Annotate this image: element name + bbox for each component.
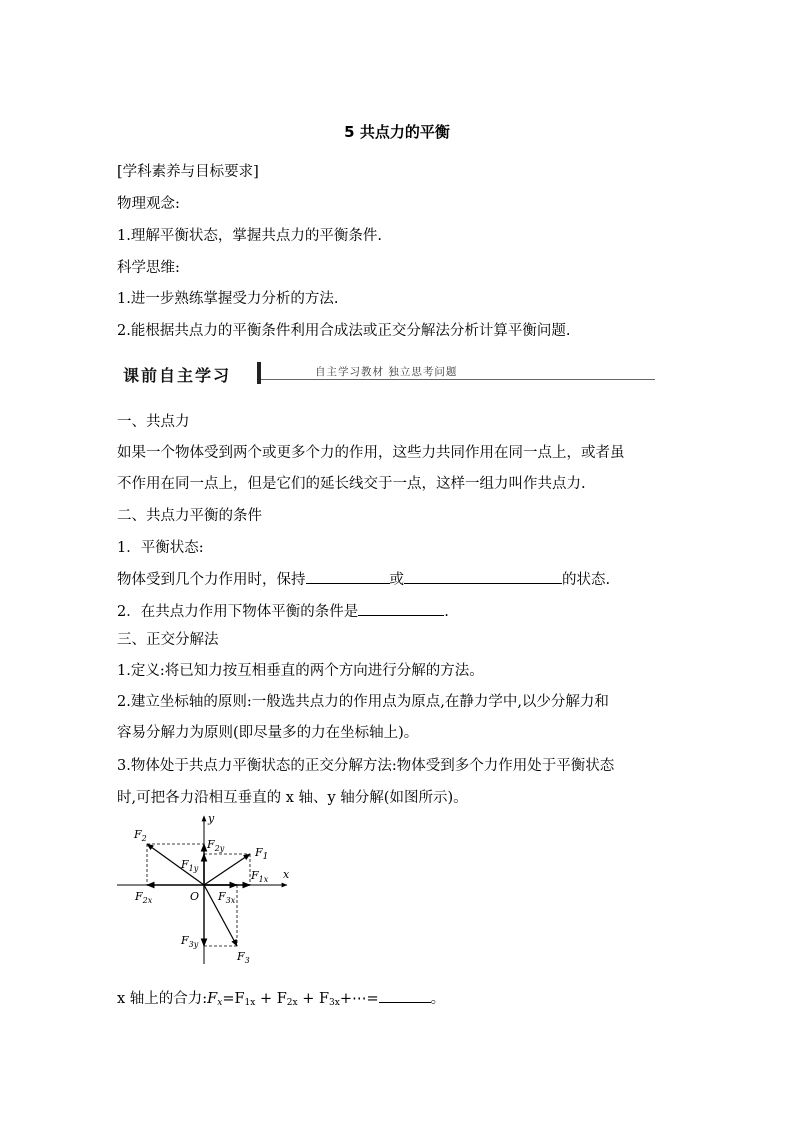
item1-text-b: 或 xyxy=(389,572,404,588)
origin-label: O xyxy=(190,890,200,903)
f2-label: $F_2$ xyxy=(134,828,147,843)
formula-tail: +⋯= xyxy=(339,991,379,1007)
section3-line-2: 2.建立坐标轴的原则:一般选共点力的作用点为原点,在静力学中,以少分解力和 xyxy=(117,694,609,710)
section-banner xyxy=(117,360,657,386)
section1-line-2: 不作用在同一点上，但是它们的延长线交于一点，这样一组力叫作共点力. xyxy=(117,476,586,492)
section2-item2 xyxy=(117,601,449,621)
banner-divider-bar xyxy=(257,362,261,384)
formula-fx-sub: x xyxy=(217,998,223,1008)
formula-prefix: x 轴上的合力: xyxy=(117,991,208,1007)
section3-line-3: 容易分解力为原则(即尽量多的力在坐标轴上)。 xyxy=(117,725,419,741)
section1-heading: 一、共点力 xyxy=(117,414,190,430)
concept-label: 物理观念: xyxy=(117,196,180,212)
item2-text-a: 2．在共点力作用下物体平衡的条件是 xyxy=(117,604,359,620)
item1-text-c: 的状态. xyxy=(562,572,611,588)
thinking-item-1: 1.进一步熟练掌握受力分析的方法. xyxy=(117,291,339,307)
requirements-heading: [学科素养与目标要求] xyxy=(117,164,259,180)
section3-line-5: 时,可把各力沿相互垂直的 x 轴、y 轴分解(如图所示)。 xyxy=(117,790,468,806)
f1y-label: $F_{1y}$ xyxy=(181,858,199,873)
concept-item: 1.理解平衡状态，掌握共点力的平衡条件. xyxy=(117,228,382,244)
section3-heading: 三、正交分解法 xyxy=(117,632,219,648)
section2-heading: 二、共点力平衡的条件 xyxy=(117,508,262,524)
formula-t2-sub: 2x xyxy=(286,998,298,1008)
f1x-label: $F_{1x}$ xyxy=(251,869,269,884)
formula-t1-sub: 1x xyxy=(244,998,256,1008)
y-axis-label: y xyxy=(208,812,215,825)
formula-fx: F xyxy=(207,991,218,1007)
banner-title-box xyxy=(117,361,257,383)
formula-plus1: + F xyxy=(255,991,287,1007)
thinking-label: 科学思维: xyxy=(117,260,180,276)
banner-title: 课前自主学习 xyxy=(123,366,232,385)
page-title: 5 共点力的平衡 xyxy=(344,123,450,141)
f3y-label: $F_{3y}$ xyxy=(181,934,199,949)
banner-subtitle: 自主学习教材 独立思考问题 xyxy=(315,366,458,378)
x-axis-label: x xyxy=(283,868,290,881)
f2y-label: $F_{2y}$ xyxy=(207,838,225,853)
blank-1 xyxy=(306,569,390,584)
f2x-label: $F_{2x}$ xyxy=(135,890,153,905)
item1-text-a: 物体受到几个力作用时，保持 xyxy=(117,572,306,588)
section3-line-1: 1.定义:将已知力按互相垂直的两个方向进行分解的方法。 xyxy=(117,663,484,679)
formula-plus2: + F xyxy=(297,991,330,1007)
section3-line-4: 3.物体处于共点力平衡状态的正交分解方法:物体受到多个力作用处于平衡状态 xyxy=(117,758,615,774)
blank-2 xyxy=(404,569,562,584)
f3x-label: $F_{3x}$ xyxy=(218,890,236,905)
section1-line-1: 如果一个物体受到两个或更多个力的作用，这些力共同作用在同一点上，或者虽 xyxy=(117,445,625,461)
thinking-item-2: 2.能根据共点力的平衡条件利用合成法或正交分解法分析计算平衡问题. xyxy=(117,323,571,339)
formula-line xyxy=(117,988,445,1012)
banner-rule xyxy=(261,379,655,380)
f3-label: $F_3$ xyxy=(237,950,250,965)
blank-3 xyxy=(358,601,444,616)
section2-item1-text xyxy=(117,569,610,589)
formula-end: 。 xyxy=(430,991,446,1007)
f1-label: $F_1$ xyxy=(255,846,269,862)
formula-t3-sub: 3x xyxy=(329,998,340,1008)
f1-vector xyxy=(204,854,250,885)
item2-text-b: . xyxy=(444,604,449,620)
formula-eq: =F xyxy=(222,991,245,1007)
section2-item1-label: 1．平衡状态: xyxy=(117,540,204,556)
formula-blank xyxy=(379,988,431,1003)
force-decomposition-diagram xyxy=(117,812,297,967)
